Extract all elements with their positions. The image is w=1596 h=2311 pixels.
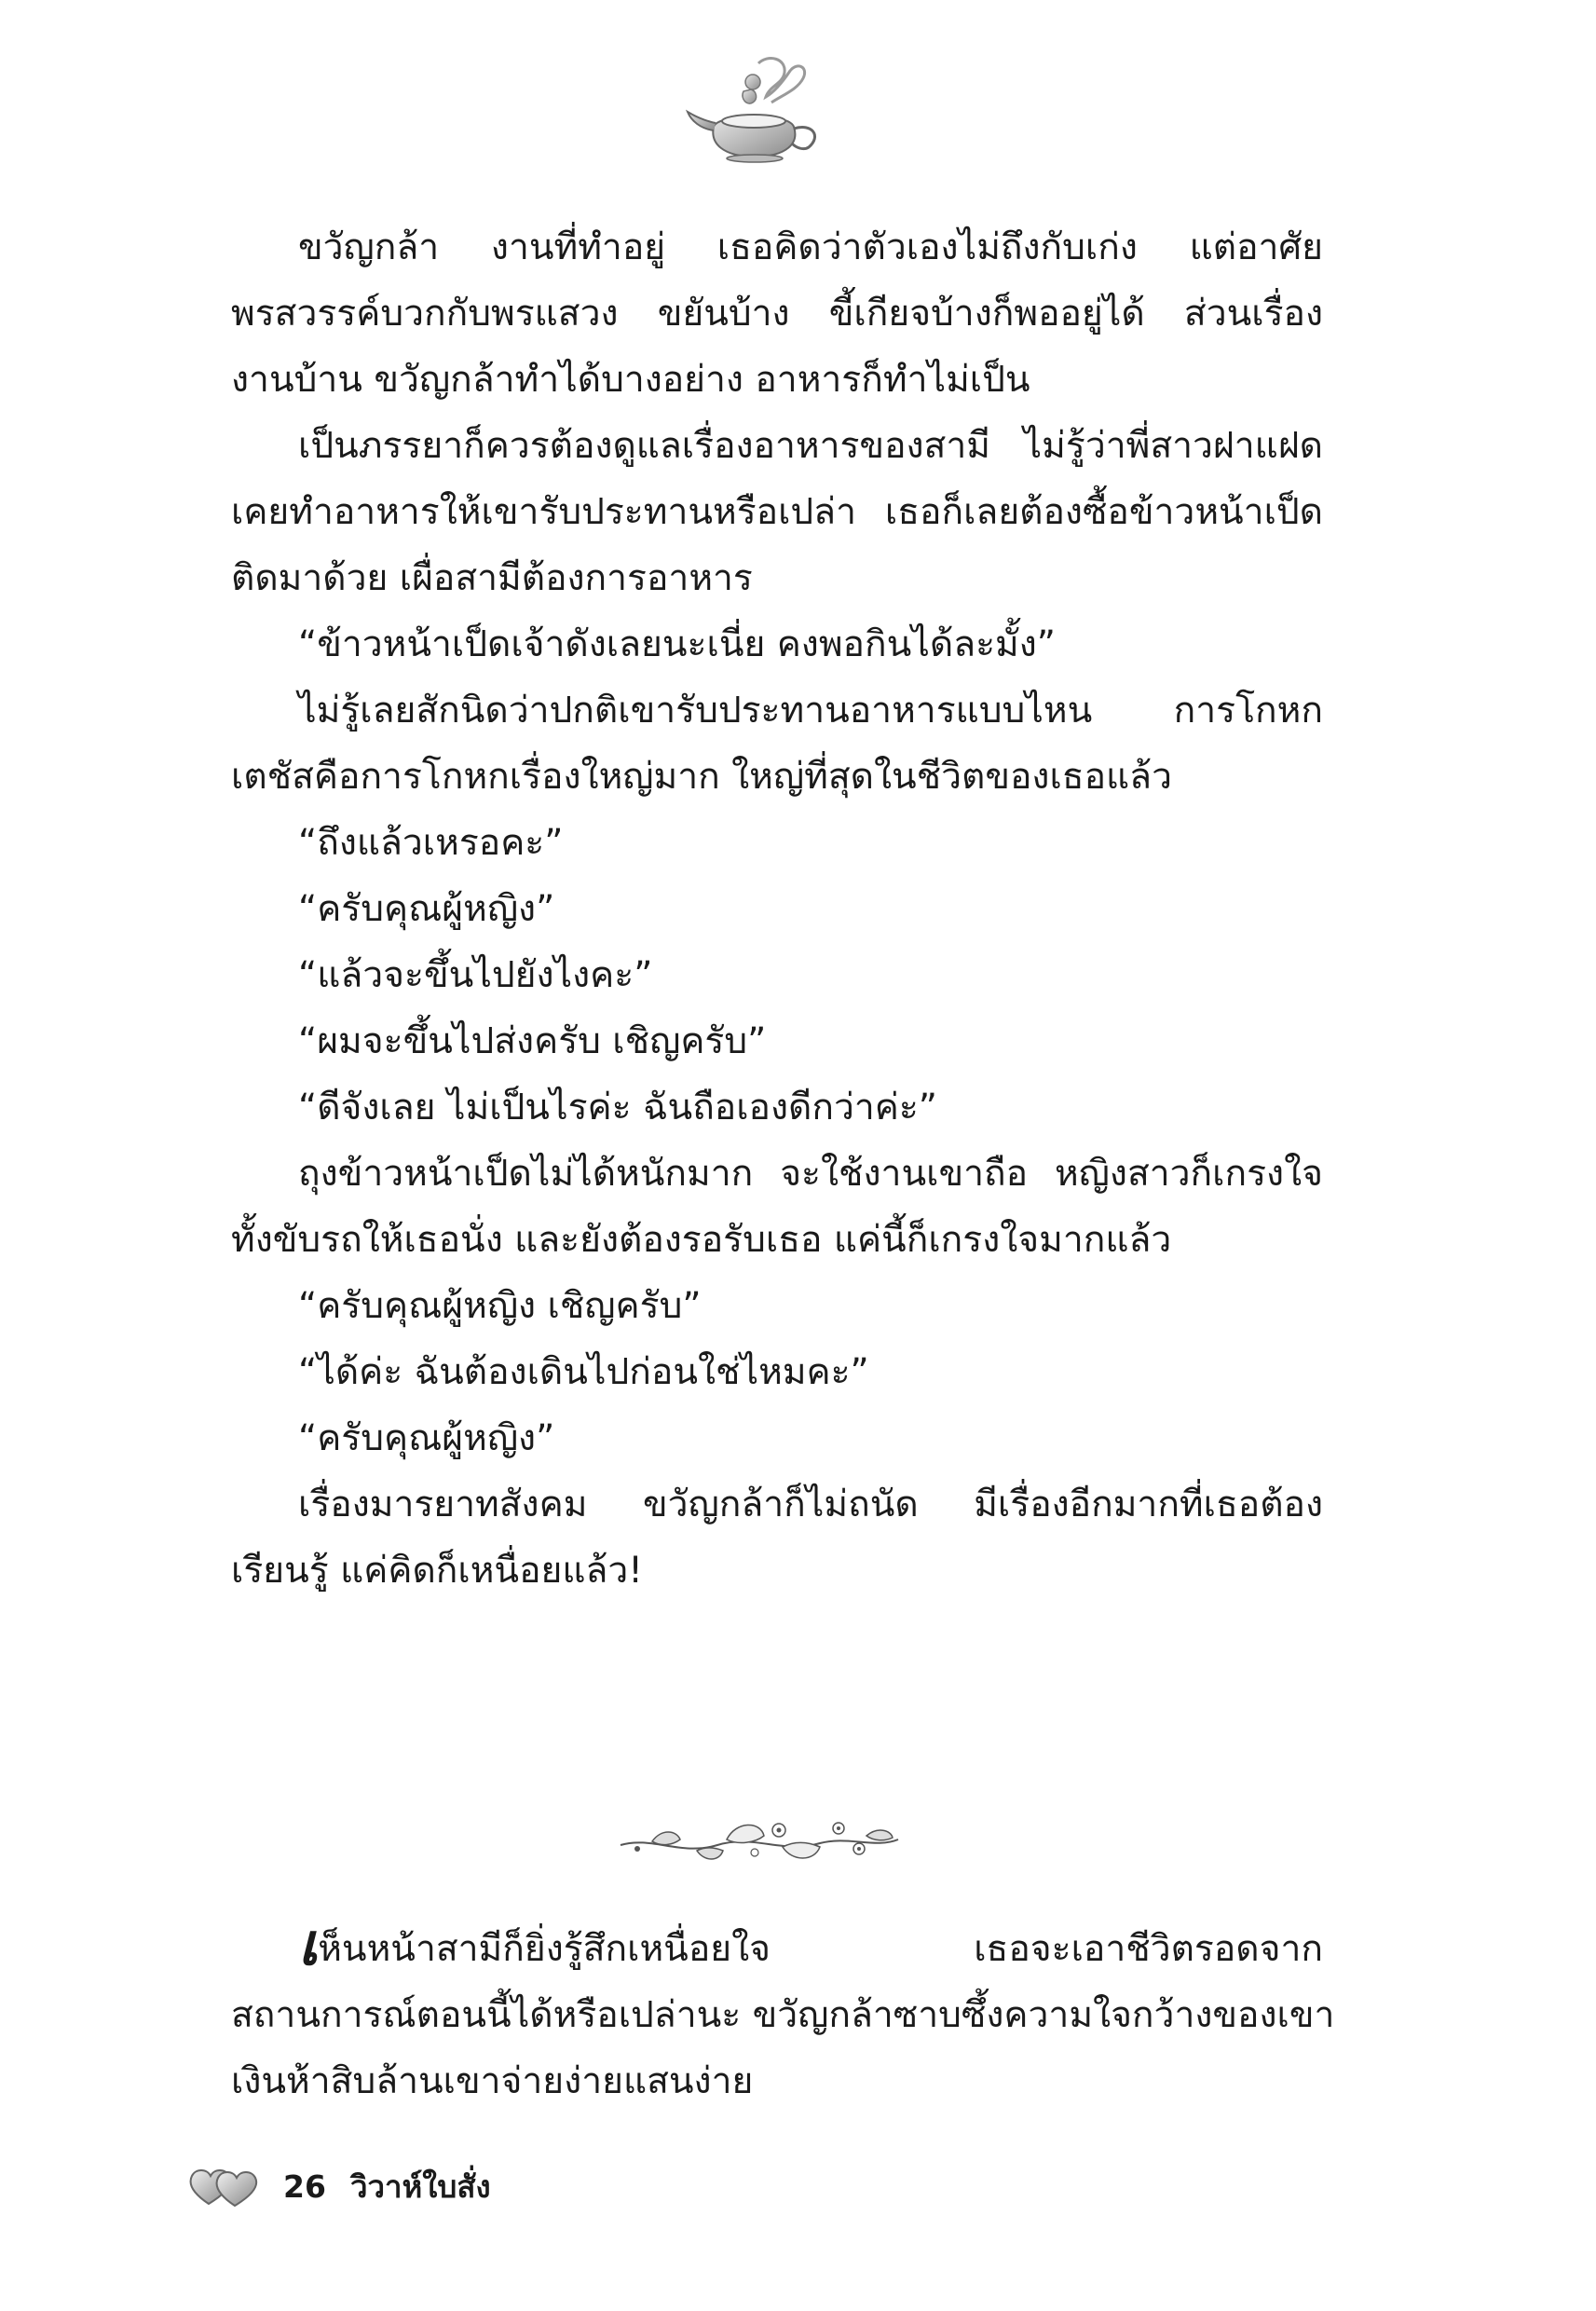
dialogue-line: “ดีจังเลย ไม่เป็นไรค่ะ ฉันถือเองดีกว่าค่ะ”: [298, 1087, 938, 1128]
paragraph: [231, 1471, 1323, 1604]
paragraph: [231, 214, 1323, 413]
page-number: 26: [283, 2167, 326, 2205]
page-footer: [186, 2158, 491, 2214]
text-line: ขวัญกล้า งานที่ทำอยู่ เธอคิดว่าตัวเองไม่ถึงกับเก่ง แต่อาศัย: [298, 226, 1323, 268]
dialogue-line: “ข้าวหน้าเป็ดเจ้าดังเลยนะเนี่ย คงพอกินได้ละมั้ง”: [298, 623, 1057, 665]
dialogue-line: “ผมจะขึ้นไปส่งครับ เชิญครับ”: [298, 1020, 767, 1062]
text-line: ไม่รู้เลยสักนิดว่าปกติเขารับประทานอาหารแบบไหน การโกหก: [298, 690, 1323, 732]
body-text: [231, 214, 1323, 1604]
paragraph: [231, 1141, 1323, 1273]
dialogue-line: “ครับคุณผู้หญิง”: [298, 888, 555, 930]
text-line: ติดมาด้วย เผื่อสามีต้องการอาหาร: [231, 557, 753, 599]
text-line: งานบ้าน ขวัญกล้าทำได้บางอย่าง อาหารก็ทำไม่เป็น: [231, 359, 1030, 401]
text-line-rest: ห็นหน้าสามีก็ยิ่งรู้สึกเหนื่อยใจ เธอจะเอาชีวิตรอดจาก: [318, 1928, 1323, 1970]
book-title: วิวาห์ใบสั่ง: [349, 2167, 491, 2205]
drop-cap: เ: [298, 1910, 319, 1978]
paragraph: [231, 677, 1323, 810]
dialogue-line: “แล้วจะขึ้นไปยังไงคะ”: [298, 954, 653, 996]
text-line: เรียนรู้ แค่คิดก็เหนื่อยแล้ว!: [231, 1550, 643, 1592]
text-line: เคยทำอาหารให้เขารับประทานหรือเปล่า เธอก็เลยต้องซื้อข้าวหน้าเป็ด: [231, 491, 1323, 533]
paragraph: [231, 413, 1323, 611]
dialogue-line: “ถึงแล้วเหรอคะ”: [298, 822, 564, 864]
dialogue-line: “ครับคุณผู้หญิง เชิญครับ”: [298, 1285, 702, 1327]
double-hearts-icon: [186, 2163, 259, 2209]
text-line: พรสวรรค์บวกกับพรแสวง ขยันบ้าง ขี้เกียจบ้างก็พออยู่ได้ ส่วนเรื่อง: [231, 293, 1323, 335]
text-line: เงินห้าสิบล้านเขาจ่ายง่ายแสนง่าย: [231, 2060, 754, 2102]
text-line: ถุงข้าวหน้าเป็ดไม่ได้หนักมาก จะใช้งานเขาถือ หญิงสาวก็เกรงใจ: [298, 1153, 1323, 1195]
dialogue-line: “ครับคุณผู้หญิง”: [298, 1417, 555, 1459]
text-line: เป็นภรรยาก็ควรต้องดูแลเรื่องอาหารของสามี ไม่รู้ว่าพี่สาวฝาแฝด: [298, 425, 1323, 467]
text-line: เรื่องมารยาทสังคม ขวัญกล้าก็ไม่ถนัด มีเรื่องอีกมากที่เธอต้อง: [298, 1484, 1323, 1525]
teapot-ornament-icon: [686, 54, 825, 166]
text-line: ทั้งขับรถให้เธอนั่ง และยังต้องรอรับเธอ แค่นี้ก็เกรงใจมากแล้ว: [231, 1219, 1172, 1261]
text-line: [231, 1910, 1323, 1982]
text-line: สถานการณ์ตอนนี้ได้หรือเปล่านะ ขวัญกล้าซาบซึ้งความใจกว้างของเขา: [231, 1994, 1335, 2036]
floral-vine-divider-icon: [615, 1808, 904, 1867]
dialogue-line: “ได้ค่ะ ฉันต้องเดินไปก่อนใช่ไหมคะ”: [298, 1351, 869, 1393]
text-line: เตชัสคือการโกหกเรื่องใหญ่มาก ใหญ่ที่สุดในชีวิตของเธอแล้ว: [231, 756, 1172, 798]
new-section-text: [231, 1910, 1335, 2114]
